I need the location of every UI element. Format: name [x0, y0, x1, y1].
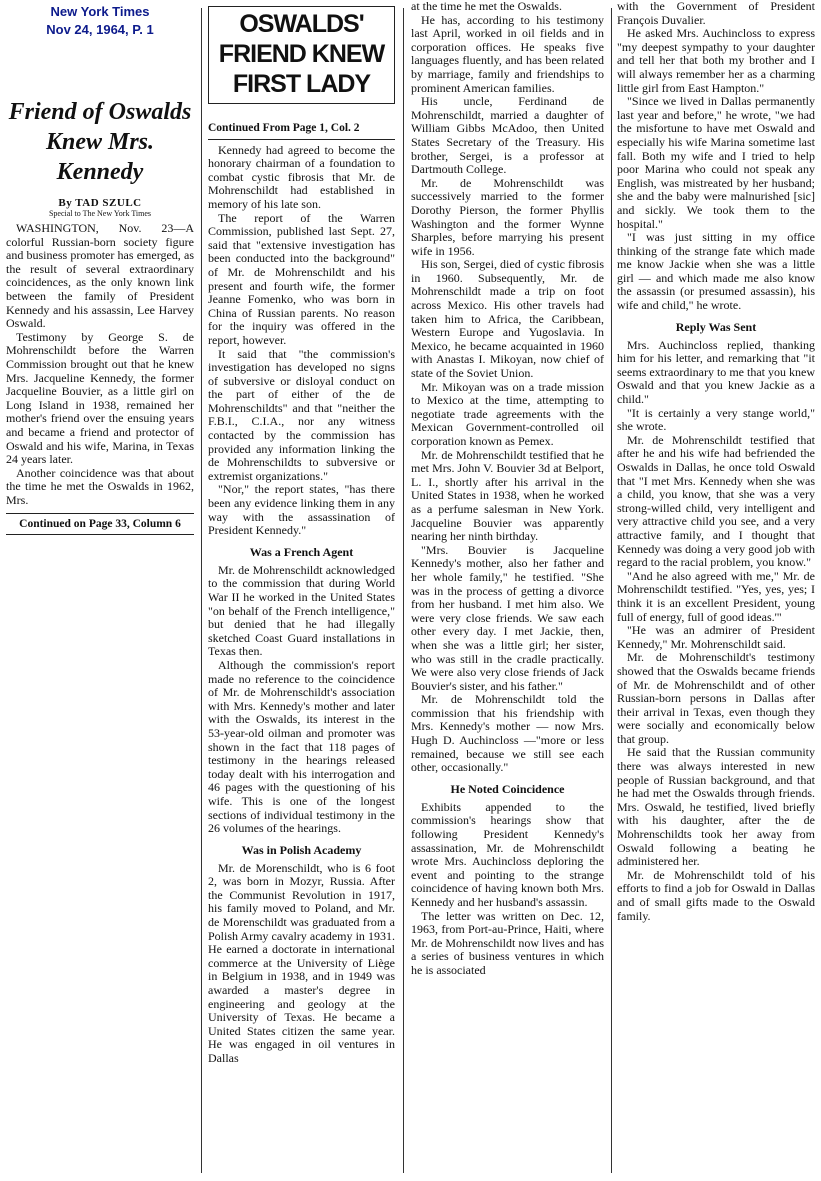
paragraph: "And he also agreed with me," Mr. de Mohrenschildt testified. "Yes, yes, yes; I think it is an excellent President, young full of energy, full of good ideas.'"	[617, 568, 815, 624]
paragraph: "Mrs. Bouvier is Jacqueline Kennedy's mother, also her father and her whole family," he testified. "She was in the process of getting a divorce from her husband. I met him also. We were very close friends. We saw each other every day. I met Jackie, then, when she was a little girl; her sister, who was still in the cradle practically. We were also very close friends of Jack Bouvier's sister, and his father."	[411, 542, 604, 693]
paragraph: "It is certainly a very stange world," she wrote.	[617, 405, 815, 434]
paragraph: Mr. de Mohrenschildt testified that after he and his wife had befriended the Oswalds in Dallas, he once told Oswald that "I met Mrs. Kennedy when she was a child, you know, that she was a very strong-willed child, very intelligent and very attractive child you see, and a very attractive family, and I thought that Kennedy was doing a very good job with regard to the racial problem, you know."	[617, 432, 815, 570]
paragraph: at the time he met the Oswalds.	[411, 0, 562, 13]
paragraph: Although the commission's report made no reference to the coincidence of Mr. de Mohrenschildt's association with Mrs. Kennedy's mother and later with the Oswalds, its interest in the 53-year-old oilman and promoter was shown in the fact that 118 pages of testimony in the hearings released today dealt with his interrogation and 46 pages with the questioning of his wife. This is one of the longest sections of individual testimony in the 26 volumes of the hearings.	[208, 657, 395, 836]
column-rule	[611, 8, 612, 1173]
paragraph: His son, Sergei, died of cystic fibrosis in 1960. Subsequently, Mr. de Mohrenschildt made a trip on foot across Mexico. His other travels had taken him to Africa, the Caribbean, Western Europe and Yugoslavia. In Mexico, he became acquainted in 1960 with Anastas I. Mikoyan, now chief of state of the Soviet Union.	[411, 257, 604, 381]
headline-jump: OSWALDS' FRIEND KNEW FIRST LADY	[208, 6, 395, 104]
paragraph: "Nor," the report states, "has there been any evidence linking them in any way with the assassination of President Kennedy."	[208, 482, 395, 538]
special-credit: Special to The New York Times	[48, 209, 152, 218]
subheading: Reply Was Sent	[675, 319, 757, 334]
column-2	[208, 0, 395, 1181]
paragraph: Another coincidence was that about the time he met the Oswalds in 1962, Mrs.	[6, 465, 194, 507]
paragraph: He asked Mrs. Auchincloss to express "my deepest sympathy to your daughter and tell her that both my brother and I will always remember her as a charming little girl from East Hampton."	[617, 26, 815, 95]
paragraph: with the Government of President François Duvalier.	[617, 0, 815, 27]
subheading: Was a French Agent	[249, 544, 354, 559]
paragraph: Kennedy had agreed to become the honorary chairman of a foundation to combat cystic fibrosis that Mr. de Mohrenschildt had established in memory of his late son.	[208, 142, 395, 211]
headline-front: Friend of Oswalds Knew Mrs. Kennedy	[8, 99, 192, 185]
column-3	[411, 0, 604, 1181]
paragraph: WASHINGTON, Nov. 23—A colorful Russian-born society figure and business promoter has emerged, as the result of several extraordinary coincidences, as the only known link between the family of President Kennedy and his assassin, Lee Harvey Oswald.	[6, 221, 194, 331]
subheading: He Noted Coincidence	[450, 781, 565, 796]
paragraph: Mr. Mikoyan was on a trade mission to Mexico at the time, attempting to negotiate trade agreements with the Mexican Government-controlled oil corporation known as Pemex.	[411, 379, 604, 448]
paragraph: Mr. de Mohrenschildt acknowledged to the commission that during World War II he worked in the United States "on behalf of the French intelligence," but denied that he had illegally sketched Coast Guard installations in Texas then.	[208, 562, 395, 659]
source-label	[6, 3, 194, 39]
publication-name: New York Times	[50, 4, 150, 19]
subheading: Was in Polish Academy	[241, 842, 362, 857]
paragraph: He said that the Russian community there was always interested in new people of Russian background, and that he had met the Oswalds through friends. Mrs. Oswald, he testified, lived briefly with his daughter, after the de Mohrenschildts took her away from Oswald following a beating he administered her.	[617, 745, 815, 869]
paragraph: It said that "the commission's investigation has developed no signs of subversive or disloyal conduct on the part of either of the de Mohrenschildts" and that "neither the F.B.I., C.I.A., nor any witness contacted by the commission has provided any information linking the de Mohrenschildts to subversive or extremist organizations."	[208, 346, 395, 483]
paragraph: Mr. de Mohrenschildt told of his efforts to find a job for Oswald in Dallas and of small gifts made to the Oswald family.	[617, 867, 815, 923]
paragraph: Mrs. Auchincloss replied, thanking him for his letter, and remarking that "it seems extraordinary to me that you knew Oswald and that you knew Jackie as a child."	[617, 337, 815, 407]
paragraph: Mr. de Morenschildt, who is 6 foot 2, was born in Mozyr, Russia. After the Communist Revolution in 1917, his family moved to Poland, and Mr. de Morenschildt was graduated from a Polish Army cavalry academy in 1931. He earned a doctorate in international commerce at the University of Liège in Belgium in 1938, and in 1949 was awarded a master's degree in engineering and geology at the University of Texas. He became a United States citizen the same year. He was engaged in oil ventures in Dallas	[208, 860, 395, 1065]
paragraph: Exhibits appended to the commission's hearings show that following President Kennedy's assassination, Mr. de Mohrenschildt wrote Mrs. Auchincloss deploring the event and pointing to the strange coincidence of having known both Mrs. Kennedy and her husband's assassin.	[411, 799, 604, 909]
paragraph: "I was just sitting in my office thinking of the strange fate which made me know Jackie when she was a little girl — and which made me also know the assassin (or presumed assassin), his wife and child," he wrote.	[617, 230, 815, 313]
paragraph: Mr. de Mohrenschildt testified that he met Mrs. John V. Bouvier 3d at Belport, L. I., shortly after his arrival in the United States in 1938, when he worked as a perfume salesman in New York. Jacqueline Bouvier was apparently nearing her ninth birthday.	[411, 447, 604, 544]
paragraph: The report of the Warren Commission, published last Sept. 27, said that "extensive investigation has been conducted into the background" of Mr. de Mohrenschildt and his present and fourth wife, the former Jeanne Fomenko, who was born in China of Russian parents. No reason for the inquiry was offered in the report, however.	[208, 210, 395, 347]
paragraph: Mr. de Mohrenschildt's testimony showed that the Oswalds became friends of Mr. de Mohrenschildt and of other Russian-born persons in Dallas after their arrival in Texas, even though they were socially and economically below that group.	[617, 650, 815, 746]
paragraph: "Since we lived in Dallas permanently last year and before," he wrote, "we had the misfortune to have met Oswald and especially his wife Marina sometime last fall. Both my wife and I tried to help poor Marina who could not speak any English, was mistreated by her husband; she and the baby were malnurished [sic] and sickly. We took them to the hospital."	[617, 94, 815, 231]
paragraph: "He was an admirer of President Kennedy," Mr. Mohrenschildt said.	[617, 623, 815, 651]
paragraph: His uncle, Ferdinand de Mohrenschildt, married a daughter of William Gibbs McAdoo, then United States Secretary of the Treasury. His brother, Sergei, is a professor at Dartmouth College.	[411, 94, 604, 177]
paragraph: Testimony by George S. de Mohrenschildt before the Warren Commission brought out that he knew Mrs. Jacqueline Kennedy, the former Jacqueline Bouvier, as a little girl on Long Island in 1938, remained her mother's friend over the ensuing years and became a friend and protector of Oswald and his wife, Marina, in Texas 24 years later.	[6, 329, 194, 467]
col1-body	[6, 222, 194, 507]
column-rule	[201, 8, 202, 1173]
paragraph: The letter was written on Dec. 12, 1963, from Port-au-Prince, Haiti, where Mr. de Mohrenschildt now lives and has a series of business ventures in which he is associated	[411, 908, 604, 977]
paragraph: Mr. de Mohrenschildt was successively married to the former Dorothy Pierson, the former Phyllis Washington and the former Wynne Sharples, before marrying his present wife in 1956.	[411, 175, 604, 258]
publication-date: Nov 24, 1964, P. 1	[46, 22, 154, 37]
continued-from-label: Continued From Page 1, Col. 2	[208, 122, 395, 140]
column-1	[6, 0, 194, 1181]
column-4	[617, 0, 815, 1181]
column-rule	[403, 8, 404, 1173]
continued-on-label: Continued on Page 33, Column 6	[6, 513, 194, 535]
byline: By TAD SZULC	[58, 197, 142, 209]
paragraph: Mr. de Mohrenschildt told the commission that his friendship with Mrs. Kennedy's mother — now Mrs. Hugh D. Auchincloss —"more or less remained, because we still see each other, occasionally."	[411, 692, 604, 775]
paragraph: He has, according to his testimony last April, worked in oil fields and in corporation offices. He speaks five languages fluently, and has been related by marriage, family and friendships to prominent American families.	[411, 12, 604, 95]
